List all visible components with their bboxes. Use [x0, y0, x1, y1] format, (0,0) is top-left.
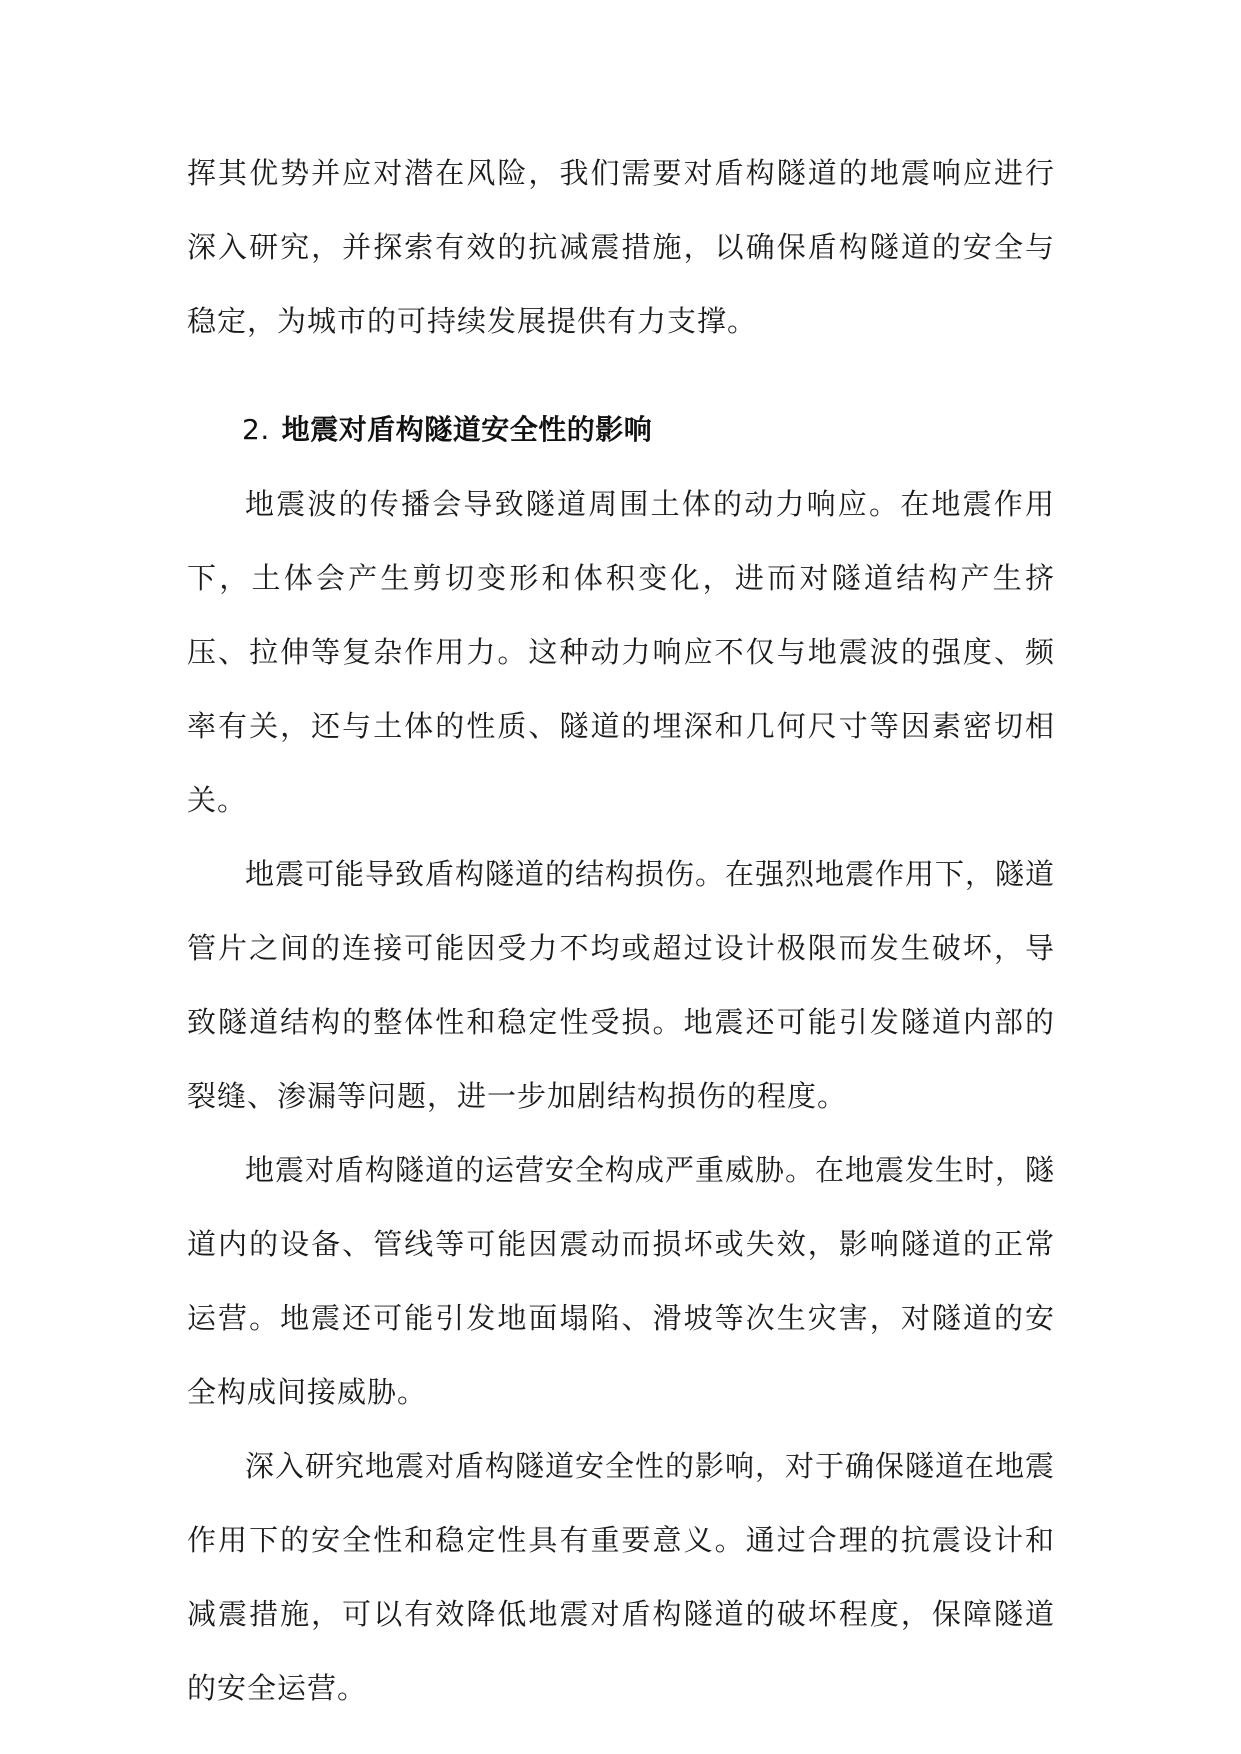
paragraph: 地震可能导致盾构隧道的结构损伤。在强烈地震作用下，隧道管片之间的连接可能因受力不均或超过设计极限而发生破坏，导致隧道结构的整体性和稳定性受损。地震还可能引发隧道内部的裂缝、渗漏等问题，进一步加剧结构损伤的程度。: [187, 857, 1056, 1113]
paragraph: 深入研究地震对盾构隧道安全性的影响，对于确保隧道在地震作用下的安全性和稳定性具有重要意义。通过合理的抗震设计和减震措施，可以有效降低地震对盾构隧道的破坏程度，保障隧道的安全运营。: [187, 1449, 1056, 1705]
section-number: 2.: [242, 413, 270, 446]
continued-paragraph: 挥其优势并应对潜在风险，我们需要对盾构隧道的地震响应进行深入研究，并探索有效的抗减震措施，以确保盾构隧道的安全与稳定，为城市的可持续发展提供有力支撑。: [187, 156, 1055, 338]
paragraph: 地震对盾构隧道的运营安全构成严重威胁。在地震发生时，隧道内的设备、管线等可能因震动而损坏或失效，影响隧道的正常运营。地震还可能引发地面塌陷、滑坡等次生灾害，对隧道的安全构成间接威胁。: [187, 1153, 1056, 1409]
section-body: [187, 467, 1055, 1725]
section-heading: [242, 393, 652, 467]
paragraph: 地震波的传播会导致隧道周围土体的动力响应。在地震作用下，土体会产生剪切变形和体积变化，进而对隧道结构产生挤压、拉伸等复杂作用力。这种动力响应不仅与地震波的强度、频率有关，还与土体的性质、隧道的埋深和几何尺寸等因素密切相关。: [187, 487, 1055, 817]
section-title: 地震对盾构隧道安全性的影响: [281, 413, 653, 446]
